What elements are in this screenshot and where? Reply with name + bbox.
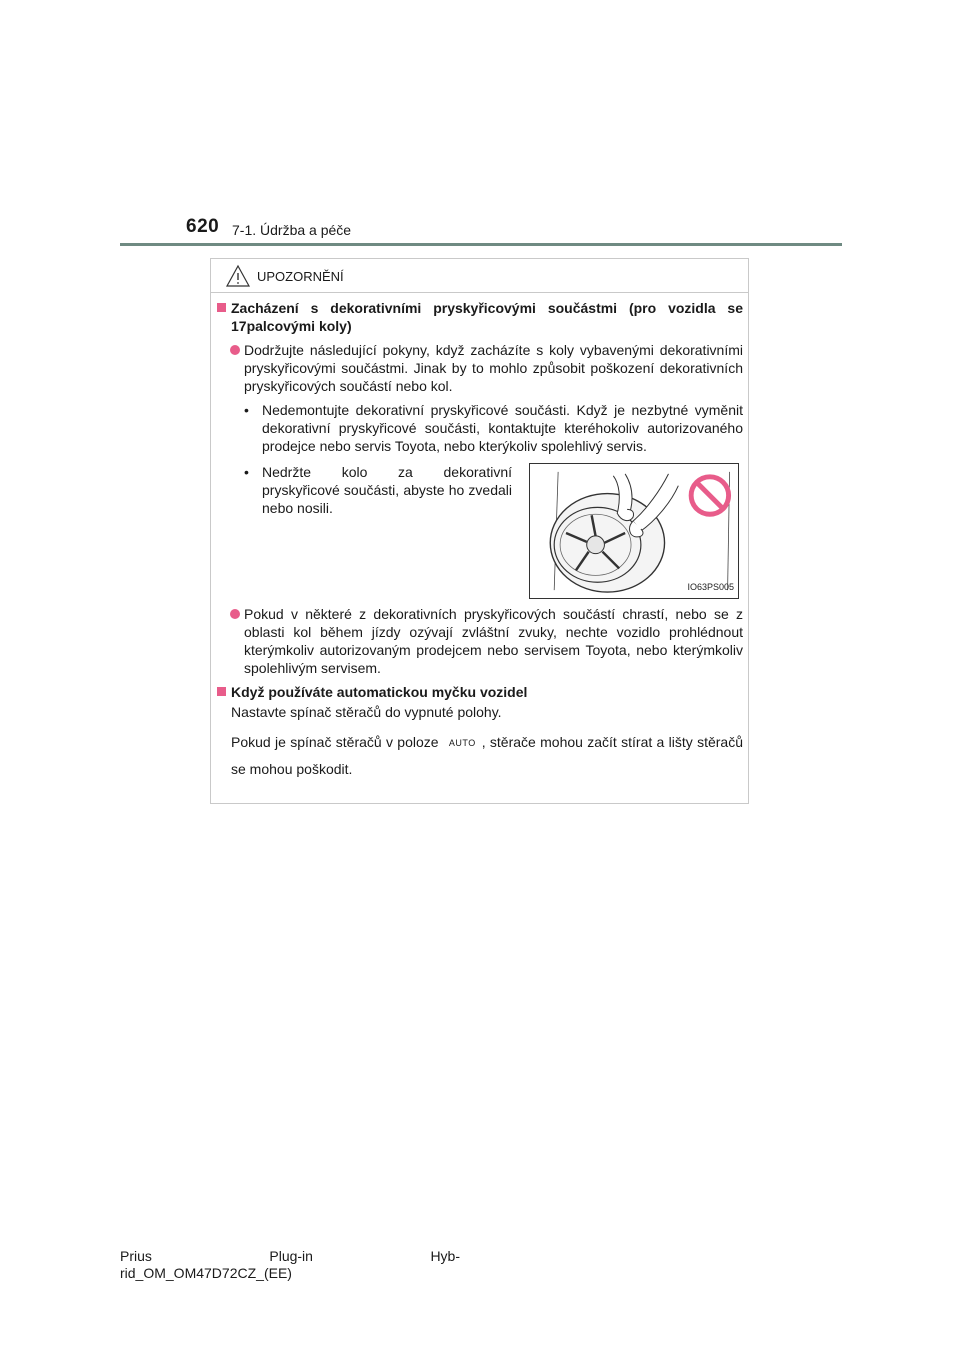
- round-bullet-icon: [230, 345, 240, 355]
- warning-header: [225, 261, 344, 291]
- figure-code: IO63PS005: [687, 582, 734, 592]
- warning-title: UPOZORNĚNÍ: [257, 268, 344, 284]
- square-bullet-icon: [217, 303, 226, 312]
- square-bullet-icon: [217, 687, 226, 696]
- footer-line1: Prius Plug-in Hyb-: [120, 1248, 460, 1264]
- warning-box: [210, 258, 749, 804]
- round-bullet-icon: [230, 609, 240, 619]
- wheel-handling-figure: [529, 463, 739, 599]
- sub-item-with-figure: [217, 463, 743, 599]
- bullet-rattling-noise: Pokud v některé z dekorativních pryskyřicových součástí chrastí, nebo se z oblasti kol během jízdy ozývají zvláštní zvuky, nechte vozidlo prohlédnout kterýmkoliv autorizovaným prodejcem nebo servisem Toyota, nebo kterýmkoliv spolehlivým servisem.: [217, 605, 743, 677]
- heading-car-wash: Když používáte automatickou myčku vozidel: [217, 683, 743, 701]
- wiper-auto-warning: Pokud je spínač stěračů v poloze AUTO , stěrače mohou začít stírat a lišty stěračů se mohou poškodit.: [217, 729, 743, 782]
- auto-wiper-symbol: AUTO: [448, 738, 476, 748]
- warning-header-divider: [211, 292, 748, 293]
- footer: [120, 1248, 460, 1282]
- sub-item-do-not-hold: • Nedržte kolo za dekorativní pryskyřicové součásti, abyste ho zvedali nebo nosili.: [244, 464, 512, 516]
- bullet-follow-instructions: Dodržujte následující pokyny, když zacházíte s koly vybavenými dekorativními pryskyřicovými součástmi. Jinak by to mohlo způsobit poškození dekorativních pryskyřicových součástí nebo kol.: [217, 341, 743, 395]
- warning-content: [217, 299, 743, 782]
- footer-line2: rid_OM_OM47D72CZ_(EE): [120, 1265, 292, 1281]
- sub-item-do-not-remove: • Nedemontujte dekorativní pryskyřicové součásti. Když je nezbytné vyměnit dekorativní pryskyřicové součásti, kontaktujte kteréhokoliv autorizovaného prodejce nebo servis Toyota, nebo kterýkoliv spolehlivý servis.: [244, 402, 743, 454]
- page-number: 620: [186, 216, 220, 237]
- header-rule: [120, 243, 842, 246]
- car-wash-instruction: Nastavte spínač stěračů do vypnuté polohy.: [231, 704, 502, 720]
- section-title: 7-1. Údržba a péče: [232, 222, 352, 238]
- warning-triangle-icon: [225, 264, 251, 288]
- heading-decorative-parts: Zacházení s dekorativními pryskyřicovými součástmi (pro vozidla se 17palcovými koly): [217, 299, 743, 335]
